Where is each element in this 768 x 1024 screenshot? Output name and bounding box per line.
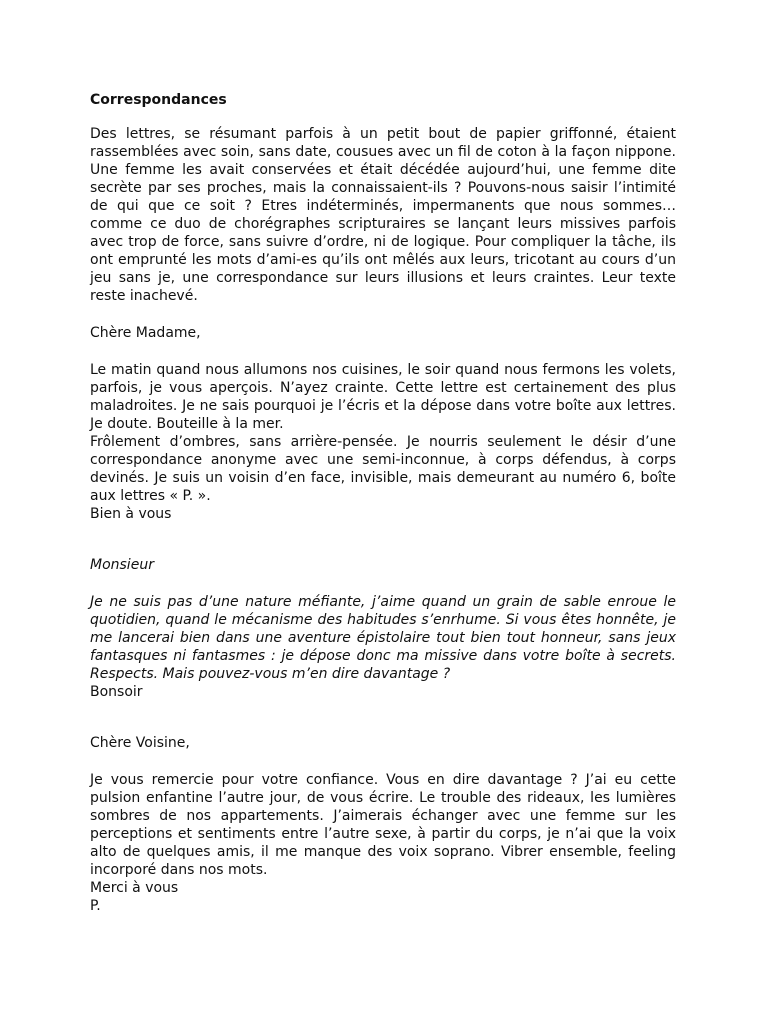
intro-paragraph: Des lettres, se résumant parfois à un petit bout de papier griffonné, étaient rassemblées avec soin, sans date, cousues avec un fil de coton à la façon nippone. Une femme les avait conservées et était décédée aujourd’hui, une femme dite secrète par ses proches, mais la connaissaient-ils ? Pouvons-nous saisir l’intimité de qui que ce soit ? Etres indéterminés, impermanents que nous sommes… comme ce duo de chorégraphes scripturaires se lançant leurs missives parfois avec trop de force, sans suivre d’ordre, ni de logique. Pour compliquer la tâche, ils ont emprunté les mots d’ami-es qu’ils ont mêlés aux leurs, tricotant au cours d’un jeu sans je, une correspondance sur leurs illusions et leurs craintes. Leur texte reste inachevé. — [90, 126, 676, 304]
spacer — [90, 701, 676, 734]
letter1-closing: Bien à vous — [90, 506, 172, 522]
letter3-closing: Merci à vous — [90, 880, 179, 896]
spacer — [90, 574, 676, 593]
letter2-closing: Bonsoir — [90, 684, 143, 700]
document-page — [90, 91, 676, 915]
letter2-paragraph: Je ne suis pas d’une nature méfiante, j’aime quand un grain de sable enroue le quotidien, quand le mécanisme des habitudes s’enrhume. Si vous êtes honnête, je me lancerai bien dans une aventure épistolaire tout bien tout honneur, sans jeux fantasques ni fantasmes : je dépose donc ma missive dans votre boîte à secrets. Respects. Mais pouvez-vous m’en dire davantage ? — [90, 594, 676, 682]
letter3-signature: P. — [90, 898, 101, 914]
spacer — [90, 523, 676, 556]
spacer — [90, 342, 676, 361]
letter1-salutation: Chère Madame, — [90, 325, 201, 341]
spacer — [90, 305, 676, 324]
spacer — [90, 752, 676, 771]
letter2-salutation: Monsieur — [90, 557, 154, 573]
letter3-paragraph: Je vous remercie pour votre confiance. Vous en dire davantage ? J’ai eu cette pulsion enfantine l’autre jour, de vous écrire. Le trouble des rideaux, les lumières sombres de nos appartements. J’aimerais échanger avec une femme sur les perceptions et sentiments entre l’autre sexe, à partir du corps, je n’ai que la voix alto de quelques amis, il me manque des voix soprano. Vibrer ensemble, feeling incorporé dans nos mots. — [90, 772, 676, 878]
document-title: Correspondances — [90, 92, 227, 108]
letter1-paragraph-1: Le matin quand nous allumons nos cuisines, le soir quand nous fermons les volets, parfois, je vous aperçois. N’ayez crainte. Cette lettre est certainement des plus maladroites. Je ne sais pourquoi je l’écris et la dépose dans votre boîte aux lettres. Je doute. Bouteille à la mer. — [90, 362, 676, 432]
letter1-paragraph-2: Frôlement d’ombres, sans arrière-pensée. Je nourris seulement le désir d’une correspondance anonyme avec une semi-inconnue, à corps défendus, à corps devinés. Je suis un voisin d’en face, invisible, mais demeurant au numéro 6, boîte aux lettres « P. ». — [90, 434, 676, 504]
letter3-salutation: Chère Voisine, — [90, 735, 190, 751]
